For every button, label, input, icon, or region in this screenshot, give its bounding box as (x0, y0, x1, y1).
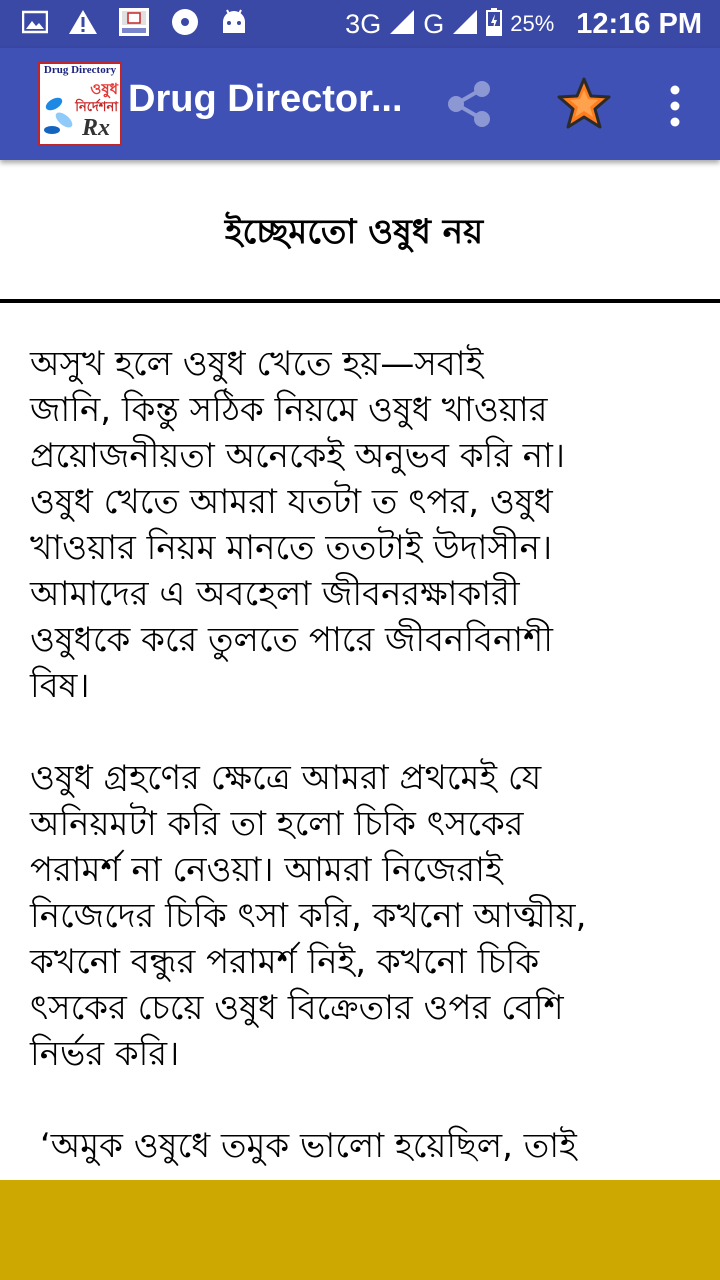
more-vert-icon (660, 82, 690, 130)
article-paragraph-3: ‘অমুক ওষুধে তমুক ভালো হয়েছিল, তাই (40, 1126, 577, 1166)
title-divider (0, 299, 720, 303)
clock: 12:16 PM (576, 7, 702, 40)
network-type-label: 3G (345, 8, 382, 39)
signal-icon (389, 9, 415, 40)
android-icon (220, 9, 248, 39)
ad-banner[interactable] (0, 1180, 720, 1280)
app-logo[interactable] (38, 62, 122, 146)
favorite-button[interactable] (556, 76, 612, 132)
signal2-icon (452, 9, 478, 40)
battery-level: 25% (510, 11, 555, 36)
logo-text-rx: Rx (81, 115, 110, 141)
star-icon (556, 76, 612, 132)
article-paragraph-1: অসুখ হলে ওষুধ খেতে হয়—সবাই জানি, কিন্তু সঠিক নিয়মে ওষুধ খাওয়ার প্রয়োজনীয়তা অনেকেই অনুভব করি না। ওষুধ খেতে আমরা যতটা ত ৎপর, ওষুধ খাওয়ার নিয়ম মানতে ততটাই উদাসীন। আমাদের এ অবহেলা জীবনরক্ষাকারী ওষুধকে করে তুলতে পারে জীবনবিনাশী বিষ। (30, 344, 566, 706)
logo-text-bn1: ওষুধ (90, 80, 118, 98)
share-icon (444, 78, 494, 130)
share-button[interactable] (444, 78, 494, 130)
disc-icon (170, 7, 200, 41)
battery-icon (486, 8, 502, 41)
logo-text-bn2: নির্দেশনা (75, 100, 118, 115)
overflow-menu-button[interactable] (660, 82, 690, 130)
app-notification-icon (118, 7, 150, 41)
warning-icon (68, 9, 98, 39)
image-notification-icon (22, 10, 48, 38)
logo-text-top: Drug Directory (43, 64, 117, 76)
app-bar (0, 48, 720, 160)
system-status (345, 0, 702, 48)
notification-icons (0, 7, 248, 41)
status-bar (0, 0, 720, 48)
article-body[interactable] (30, 341, 710, 1215)
app-title: Drug Director... (128, 78, 403, 120)
network-type2-label: G (423, 8, 445, 39)
article-paragraph-2: ওষুধ গ্রহণের ক্ষেত্রে আমরা প্রথমেই যে অনিয়মটা করি তা হলো চিকি ৎসকের পরামর্শ না নেওয়া। আমরা নিজেরাই নিজেদের চিকি ৎসা করি, কখনো আত্মীয়, কখনো বন্ধুর পরামর্শ নিই, কখনো চিকি ৎসকের চেয়ে ওষুধ বিক্রেতার ওপর বেশি নির্ভর করি। (30, 758, 587, 1074)
article-title: ইচ্ছেমতো ওষুধ নয় (224, 212, 484, 252)
